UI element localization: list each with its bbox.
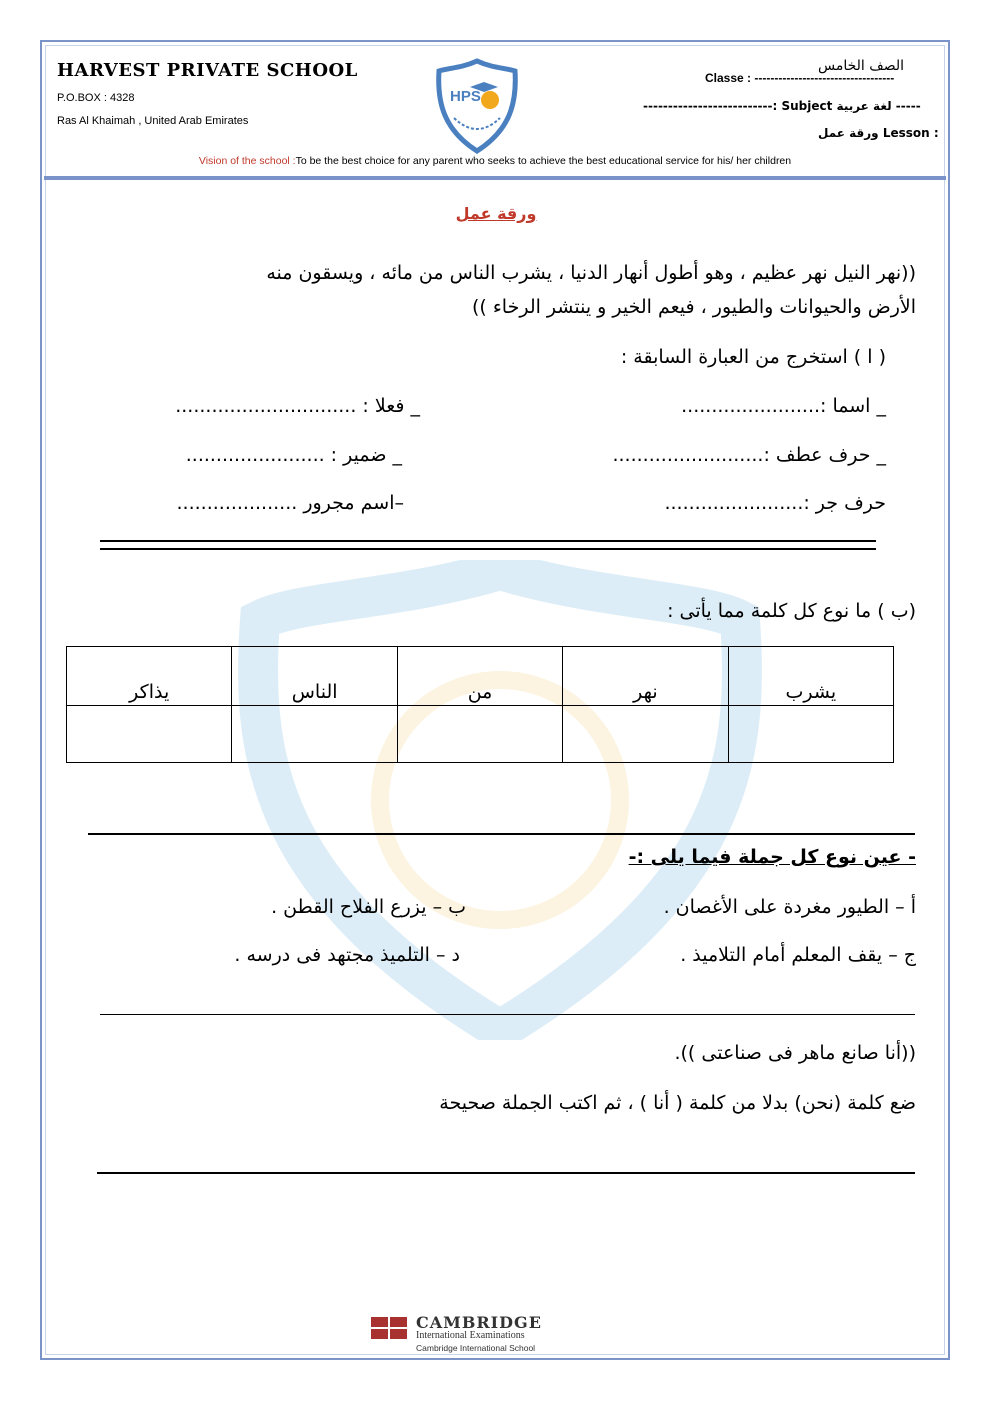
header-divider: [44, 176, 946, 180]
sentence-d: د – التلميذ مجتهد فى درسه .: [234, 944, 460, 966]
sentence-a: أ – الطيور مغردة على الأغصان .: [663, 896, 916, 918]
passage-line-2: الأرض والحيوانات والطيور ، فيعم الخير و ينتشر الرخاء )): [472, 296, 916, 318]
answer-cell[interactable]: [728, 706, 893, 763]
word-cell: من: [397, 647, 562, 706]
answer-line[interactable]: [97, 1172, 915, 1174]
shield-watermark-icon: [200, 560, 800, 1040]
cambridge-crest-icon: [370, 1316, 408, 1340]
section-b-heading: (ب ) ما نوع كل كلمة مما يأتى :: [667, 600, 916, 622]
school-logo-icon: [434, 58, 520, 154]
vision-statement: [40, 155, 950, 167]
section-divider: [88, 833, 915, 835]
answer-cell[interactable]: [563, 706, 728, 763]
item-preposition: حرف جر :.......................: [664, 492, 886, 514]
answer-cell[interactable]: [397, 706, 562, 763]
po-box: P.O.BOX : 4328: [57, 92, 135, 104]
item-pronoun: _ ضمير : .......................: [185, 444, 402, 466]
passage-line-1: ((نهر النيل نهر عظيم ، وهو أطول أنهار الدنيا ، يشرب الناس من مائه ، ويسقون منه: [266, 262, 916, 284]
classe-label: Classe : -----------------------------------: [705, 71, 895, 85]
word-cell: الناس: [232, 647, 397, 706]
section-c-heading: - عين نوع كل جملة فيما يلى :-: [628, 846, 916, 868]
worksheet-title: ورقة عمل: [455, 204, 537, 223]
thin-divider: [100, 1014, 915, 1015]
double-divider: [100, 540, 876, 550]
cambridge-school-type: Cambridge International School: [416, 1343, 536, 1353]
item-conjunction: _ حرف عطف :.........................: [612, 444, 886, 466]
answer-cell[interactable]: [232, 706, 397, 763]
logo-text: HPS: [450, 88, 481, 105]
word-cell: يذاكر: [67, 647, 232, 706]
section-a-heading: ( ا ) استخرج من العبارة السابقة :: [620, 346, 886, 368]
school-address: Ras Al Khaimah , United Arab Emirates: [57, 115, 249, 127]
given-sentence: ((أنا صانع ماهر فى صناعتى )).: [674, 1042, 916, 1064]
word-cell: يشرب: [728, 647, 893, 706]
sentence-b: ب – يزرع الفلاح القطن .: [271, 896, 466, 918]
school-name: HARVEST PRIVATE SCHOOL: [57, 60, 358, 81]
answer-cell[interactable]: [67, 706, 232, 763]
lesson-line: ورقة عمل Lesson :: [818, 126, 939, 140]
item-noun: _ اسما :.......................: [681, 395, 886, 417]
subject-line: ----- لغة عربية Subject :--------------------------: [643, 99, 921, 113]
sentence-c: ج – يقف المعلم أمام التلاميذ .: [680, 944, 916, 966]
word-cell: نهر: [563, 647, 728, 706]
item-genitive-noun: –اسم مجرور ....................: [176, 492, 404, 514]
vision-text: To be the best choice for any parent who seeks to achieve the best educational service for his/ her children: [295, 155, 792, 167]
vision-label: Vision of the school :: [198, 155, 296, 167]
rewrite-instruction: ضع كلمة (نحن) بدلا من كلمة ( أنا ) ، ثم اكتب الجملة صحيحة: [439, 1092, 916, 1114]
cambridge-brand: CAMBRIDGE: [416, 1313, 542, 1332]
cambridge-sub: International Examinations: [416, 1330, 525, 1341]
word-type-table: [66, 646, 894, 763]
item-verb: _ فعلا : ..............................: [175, 395, 420, 417]
classe-value: الصف الخامس: [818, 58, 905, 74]
